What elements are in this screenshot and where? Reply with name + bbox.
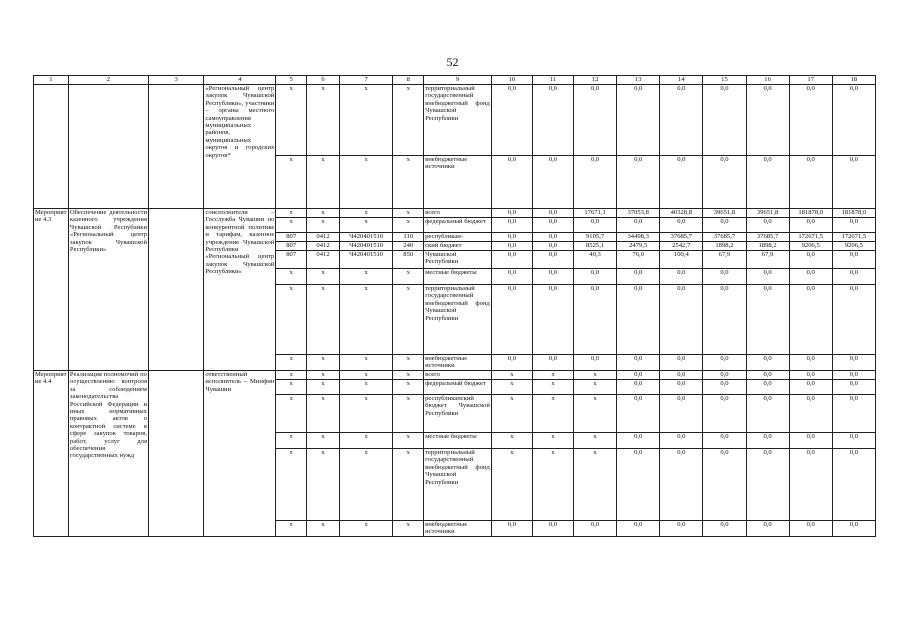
value-cell: 9206,5 [832, 242, 875, 251]
value-cell: 0,0 [703, 355, 746, 371]
code-cell: 807 [276, 242, 307, 251]
value-cell: 0,0 [832, 156, 875, 209]
value-cell: 0,0 [703, 218, 746, 233]
value-cell: 0,0 [617, 285, 660, 355]
code-cell: x [307, 521, 340, 537]
code-cell: x [339, 355, 392, 371]
value-cell: 0,0 [574, 521, 617, 537]
code-cell: x [339, 156, 392, 209]
measure-label [34, 85, 69, 209]
funding-source: территориальный государственный внебюджетный фонд Чувашской Республики [424, 85, 492, 156]
funding-source: местные бюджеты [424, 433, 492, 449]
target-indicator [148, 209, 203, 371]
value-cell: 0,0 [832, 85, 875, 156]
code-cell: x [307, 380, 340, 395]
code-cell: x [393, 269, 424, 285]
value-cell: 0,0 [789, 218, 832, 233]
code-cell: x [276, 521, 307, 537]
value-cell: 0,0 [746, 380, 789, 395]
value-cell: 0,0 [617, 156, 660, 209]
code-cell: Ч420401510 [339, 251, 392, 269]
code-cell: x [276, 449, 307, 521]
value-cell: 0,0 [746, 433, 789, 449]
code-cell: x [393, 395, 424, 433]
code-cell: x [339, 395, 392, 433]
code-cell: x [393, 85, 424, 156]
value-cell: 0,0 [617, 395, 660, 433]
code-cell: x [307, 209, 340, 218]
value-cell: x [574, 380, 617, 395]
code-cell: 0412 [307, 233, 340, 242]
table-row [34, 85, 876, 156]
funding-source: внебюджетные источники [424, 521, 492, 537]
value-cell: x [491, 371, 532, 380]
value-cell: 0,0 [832, 285, 875, 355]
code-cell: 807 [276, 233, 307, 242]
value-cell: 0,0 [532, 251, 573, 269]
value-cell: 37685,7 [746, 233, 789, 242]
value-cell: 0,0 [660, 218, 703, 233]
code-cell: x [393, 285, 424, 355]
value-cell: 0,0 [703, 521, 746, 537]
code-cell: x [339, 269, 392, 285]
code-cell: x [339, 209, 392, 218]
value-cell: 0,0 [660, 433, 703, 449]
code-cell: x [393, 371, 424, 380]
measure-name: Обеспечение деятельности казенного учреждения Чувашской Республики «Региональный центр закупок Чувашской Республики» [68, 209, 148, 371]
value-cell: 0,0 [532, 156, 573, 209]
header-cell: 3 [148, 76, 203, 85]
code-cell: x [307, 371, 340, 380]
code-cell: x [339, 285, 392, 355]
value-cell: 0,0 [703, 433, 746, 449]
value-cell: 0,0 [532, 285, 573, 355]
code-cell: x [307, 395, 340, 433]
value-cell: 0,0 [789, 85, 832, 156]
budget-table [33, 75, 876, 537]
funding-source: всего [424, 209, 492, 218]
funding-source: внебюджетные источники [424, 156, 492, 209]
value-cell: 0,0 [789, 395, 832, 433]
header-cell: 4 [204, 76, 276, 85]
code-cell: Ч420401510 [339, 242, 392, 251]
value-cell: 0,0 [617, 218, 660, 233]
value-cell: x [532, 371, 573, 380]
header-cell: 12 [574, 76, 617, 85]
value-cell: 0,0 [832, 218, 875, 233]
value-cell: 0,0 [491, 218, 532, 233]
value-cell: 0,0 [832, 433, 875, 449]
value-cell: 0,0 [491, 242, 532, 251]
code-cell: x [276, 380, 307, 395]
code-cell: Ч420401510 [339, 233, 392, 242]
value-cell: 0,0 [746, 218, 789, 233]
value-cell: x [532, 380, 573, 395]
value-cell: 0,0 [703, 449, 746, 521]
value-cell: 37685,7 [660, 233, 703, 242]
code-cell: x [307, 269, 340, 285]
code-cell: x [339, 371, 392, 380]
code-cell: x [393, 380, 424, 395]
code-cell: 0412 [307, 251, 340, 269]
value-cell: 40328,8 [660, 209, 703, 218]
value-cell: 0,0 [617, 269, 660, 285]
value-cell: 0,0 [617, 371, 660, 380]
code-cell: x [339, 449, 392, 521]
value-cell: 0,0 [532, 233, 573, 242]
code-cell: x [307, 433, 340, 449]
header-cell: 2 [68, 76, 148, 85]
value-cell: 0,0 [532, 355, 573, 371]
code-cell: x [339, 218, 392, 233]
value-cell: 0,0 [617, 380, 660, 395]
value-cell: 0,0 [789, 380, 832, 395]
value-cell: x [574, 395, 617, 433]
header-cell: 14 [660, 76, 703, 85]
code-cell: x [339, 85, 392, 156]
header-cell: 8 [393, 76, 424, 85]
funding-source: республикан- [424, 233, 492, 242]
code-cell: 807 [276, 251, 307, 269]
value-cell: x [574, 433, 617, 449]
code-cell: x [276, 371, 307, 380]
value-cell: x [532, 395, 573, 433]
value-cell: 0,0 [491, 156, 532, 209]
value-cell: x [491, 380, 532, 395]
value-cell: 8525,1 [574, 242, 617, 251]
value-cell: 0,0 [789, 251, 832, 269]
target-indicator [148, 371, 203, 537]
value-cell: 0,0 [832, 449, 875, 521]
funding-source: ский бюджет [424, 242, 492, 251]
value-cell: 0,0 [789, 449, 832, 521]
value-cell: 0,0 [832, 380, 875, 395]
value-cell: 0,0 [491, 521, 532, 537]
value-cell: 0,0 [746, 371, 789, 380]
code-cell: 850 [393, 251, 424, 269]
value-cell: 172671,5 [832, 233, 875, 242]
participant: ответственный исполнитель – Минфин Чувашии [204, 371, 276, 537]
value-cell: 0,0 [789, 371, 832, 380]
value-cell: 1898,2 [703, 242, 746, 251]
value-cell: 0,0 [832, 371, 875, 380]
value-cell: x [532, 433, 573, 449]
code-cell: x [393, 156, 424, 209]
value-cell: 0,0 [617, 521, 660, 537]
value-cell: 0,0 [660, 355, 703, 371]
header-cell: 1 [34, 76, 69, 85]
code-cell: x [276, 395, 307, 433]
value-cell: 0,0 [703, 395, 746, 433]
code-cell: x [276, 209, 307, 218]
code-cell: 110 [393, 233, 424, 242]
value-cell: 67,9 [703, 251, 746, 269]
value-cell: 0,0 [532, 85, 573, 156]
header-cell: 18 [832, 76, 875, 85]
value-cell: 17671,1 [574, 209, 617, 218]
funding-source: Чувашской Республики [424, 251, 492, 269]
value-cell: 0,0 [746, 355, 789, 371]
code-cell: x [339, 380, 392, 395]
code-cell: x [393, 209, 424, 218]
header-row [34, 76, 876, 85]
value-cell: 2479,5 [617, 242, 660, 251]
value-cell: 0,0 [703, 85, 746, 156]
value-cell: x [491, 433, 532, 449]
value-cell: 0,0 [617, 449, 660, 521]
value-cell: 76,0 [617, 251, 660, 269]
measure-name [68, 85, 148, 209]
code-cell: x [276, 85, 307, 156]
value-cell: 0,0 [574, 285, 617, 355]
funding-source: федеральный бюджет [424, 218, 492, 233]
value-cell: 0,0 [574, 218, 617, 233]
value-cell: 0,0 [617, 85, 660, 156]
participant: «Региональный центр закупок Чувашской Республики», участники – органы местного самоуправления муниципальных районов, муниципальных округов и городских округов* [204, 85, 276, 209]
code-cell: x [393, 355, 424, 371]
funding-source: всего [424, 371, 492, 380]
value-cell: 0,0 [832, 269, 875, 285]
value-cell: 39651,8 [703, 209, 746, 218]
value-cell: x [491, 395, 532, 433]
table-row [34, 209, 876, 218]
value-cell: 0,0 [832, 251, 875, 269]
header-cell: 7 [339, 76, 392, 85]
header-cell: 13 [617, 76, 660, 85]
value-cell: 0,0 [491, 269, 532, 285]
code-cell: x [393, 218, 424, 233]
code-cell: x [307, 156, 340, 209]
funding-source: федеральный бюджет [424, 380, 492, 395]
code-cell: x [276, 433, 307, 449]
value-cell: 0,0 [660, 269, 703, 285]
value-cell: 0,0 [532, 209, 573, 218]
value-cell: 0,0 [746, 156, 789, 209]
measure-label: Мероприятие 4.3 [34, 209, 69, 371]
value-cell: 0,0 [789, 156, 832, 209]
value-cell: 67,9 [746, 251, 789, 269]
value-cell: 0,0 [703, 269, 746, 285]
value-cell: 2542,7 [660, 242, 703, 251]
code-cell: x [276, 218, 307, 233]
header-cell: 11 [532, 76, 573, 85]
code-cell: x [307, 85, 340, 156]
value-cell: 0,0 [491, 85, 532, 156]
funding-source: республиканский бюджет Чувашской Республики [424, 395, 492, 433]
value-cell: 0,0 [746, 521, 789, 537]
code-cell: x [393, 433, 424, 449]
code-cell: x [339, 433, 392, 449]
value-cell: 0,0 [660, 380, 703, 395]
header-cell: 5 [276, 76, 307, 85]
value-cell: 0,0 [832, 395, 875, 433]
measure-label: Мероприятие 4.4 [34, 371, 69, 537]
code-cell: x [276, 285, 307, 355]
participant: соисполнители – Госслужба Чувашии по конкурентной политике и тарифам, казенное учреждение Чувашской Республики «Региональный центр закупок Чувашской Республики» [204, 209, 276, 371]
value-cell: 0,0 [746, 395, 789, 433]
value-cell: 0,0 [574, 269, 617, 285]
value-cell: x [491, 449, 532, 521]
value-cell: 0,0 [832, 521, 875, 537]
value-cell: 0,0 [660, 371, 703, 380]
value-cell: 0,0 [574, 355, 617, 371]
header-cell: 9 [424, 76, 492, 85]
value-cell: 0,0 [746, 85, 789, 156]
value-cell: 0,0 [532, 269, 573, 285]
value-cell: 0,0 [703, 371, 746, 380]
value-cell: x [574, 449, 617, 521]
code-cell: x [307, 218, 340, 233]
code-cell: 0412 [307, 242, 340, 251]
value-cell: 0,0 [660, 285, 703, 355]
value-cell: 0,0 [660, 395, 703, 433]
value-cell: 0,0 [617, 433, 660, 449]
value-cell: 172671,5 [789, 233, 832, 242]
measure-name: Реализация полномочий по осуществлению контроля за соблюдением законодательства Российской Федерации и иных нормативных правовых актов о контрактной системе в сфере закупок товаров, работ, услуг для обеспечения государственных нужд [68, 371, 148, 537]
value-cell: 0,0 [789, 521, 832, 537]
value-cell: 0,0 [660, 156, 703, 209]
value-cell: 0,0 [491, 285, 532, 355]
code-cell: x [307, 355, 340, 371]
value-cell: 0,0 [491, 233, 532, 242]
value-cell: 0,0 [746, 269, 789, 285]
value-cell: 0,0 [532, 521, 573, 537]
value-cell: 0,0 [532, 218, 573, 233]
target-indicator [148, 85, 203, 209]
value-cell: 0,0 [660, 449, 703, 521]
header-cell: 17 [789, 76, 832, 85]
value-cell: 0,0 [574, 156, 617, 209]
value-cell: 0,0 [660, 85, 703, 156]
table-row [34, 371, 876, 380]
value-cell: 0,0 [532, 242, 573, 251]
value-cell: 39651,8 [746, 209, 789, 218]
value-cell: 34498,3 [617, 233, 660, 242]
value-cell: 0,0 [491, 209, 532, 218]
value-cell: 0,0 [789, 355, 832, 371]
header-cell: 15 [703, 76, 746, 85]
value-cell: 0,0 [789, 285, 832, 355]
funding-source: территориальный государственный внебюджетный фонд Чувашской Республики [424, 285, 492, 355]
value-cell: 0,0 [491, 355, 532, 371]
code-cell: 240 [393, 242, 424, 251]
page-number: 52 [446, 55, 459, 69]
value-cell: 0,0 [703, 380, 746, 395]
value-cell: 9105,7 [574, 233, 617, 242]
value-cell: x [532, 449, 573, 521]
header-cell: 10 [491, 76, 532, 85]
code-cell: x [393, 449, 424, 521]
header-cell: 6 [307, 76, 340, 85]
value-cell: 181878,0 [832, 209, 875, 218]
value-cell: 0,0 [703, 156, 746, 209]
value-cell: 0,0 [746, 449, 789, 521]
value-cell: 181878,0 [789, 209, 832, 218]
value-cell: 9206,5 [789, 242, 832, 251]
value-cell: 0,0 [617, 355, 660, 371]
code-cell: x [339, 521, 392, 537]
value-cell: 0,0 [789, 269, 832, 285]
value-cell: 0,0 [746, 285, 789, 355]
value-cell: 37053,8 [617, 209, 660, 218]
value-cell: 0,0 [491, 251, 532, 269]
funding-source: местные бюджеты [424, 269, 492, 285]
value-cell: 1898,2 [746, 242, 789, 251]
code-cell: x [276, 355, 307, 371]
value-cell: 37685,7 [703, 233, 746, 242]
value-cell: 40,3 [574, 251, 617, 269]
value-cell: 0,0 [660, 521, 703, 537]
value-cell: 100,4 [660, 251, 703, 269]
code-cell: x [276, 269, 307, 285]
funding-source: территориальный государственный внебюджетный фонд Чувашской Республики [424, 449, 492, 521]
header-cell: 16 [746, 76, 789, 85]
code-cell: x [307, 285, 340, 355]
funding-source: внебюджетные источники [424, 355, 492, 371]
value-cell: 0,0 [832, 355, 875, 371]
code-cell: x [276, 156, 307, 209]
value-cell: x [574, 371, 617, 380]
code-cell: x [307, 449, 340, 521]
value-cell: 0,0 [789, 433, 832, 449]
value-cell: 0,0 [574, 85, 617, 156]
value-cell: 0,0 [703, 285, 746, 355]
code-cell: x [393, 521, 424, 537]
